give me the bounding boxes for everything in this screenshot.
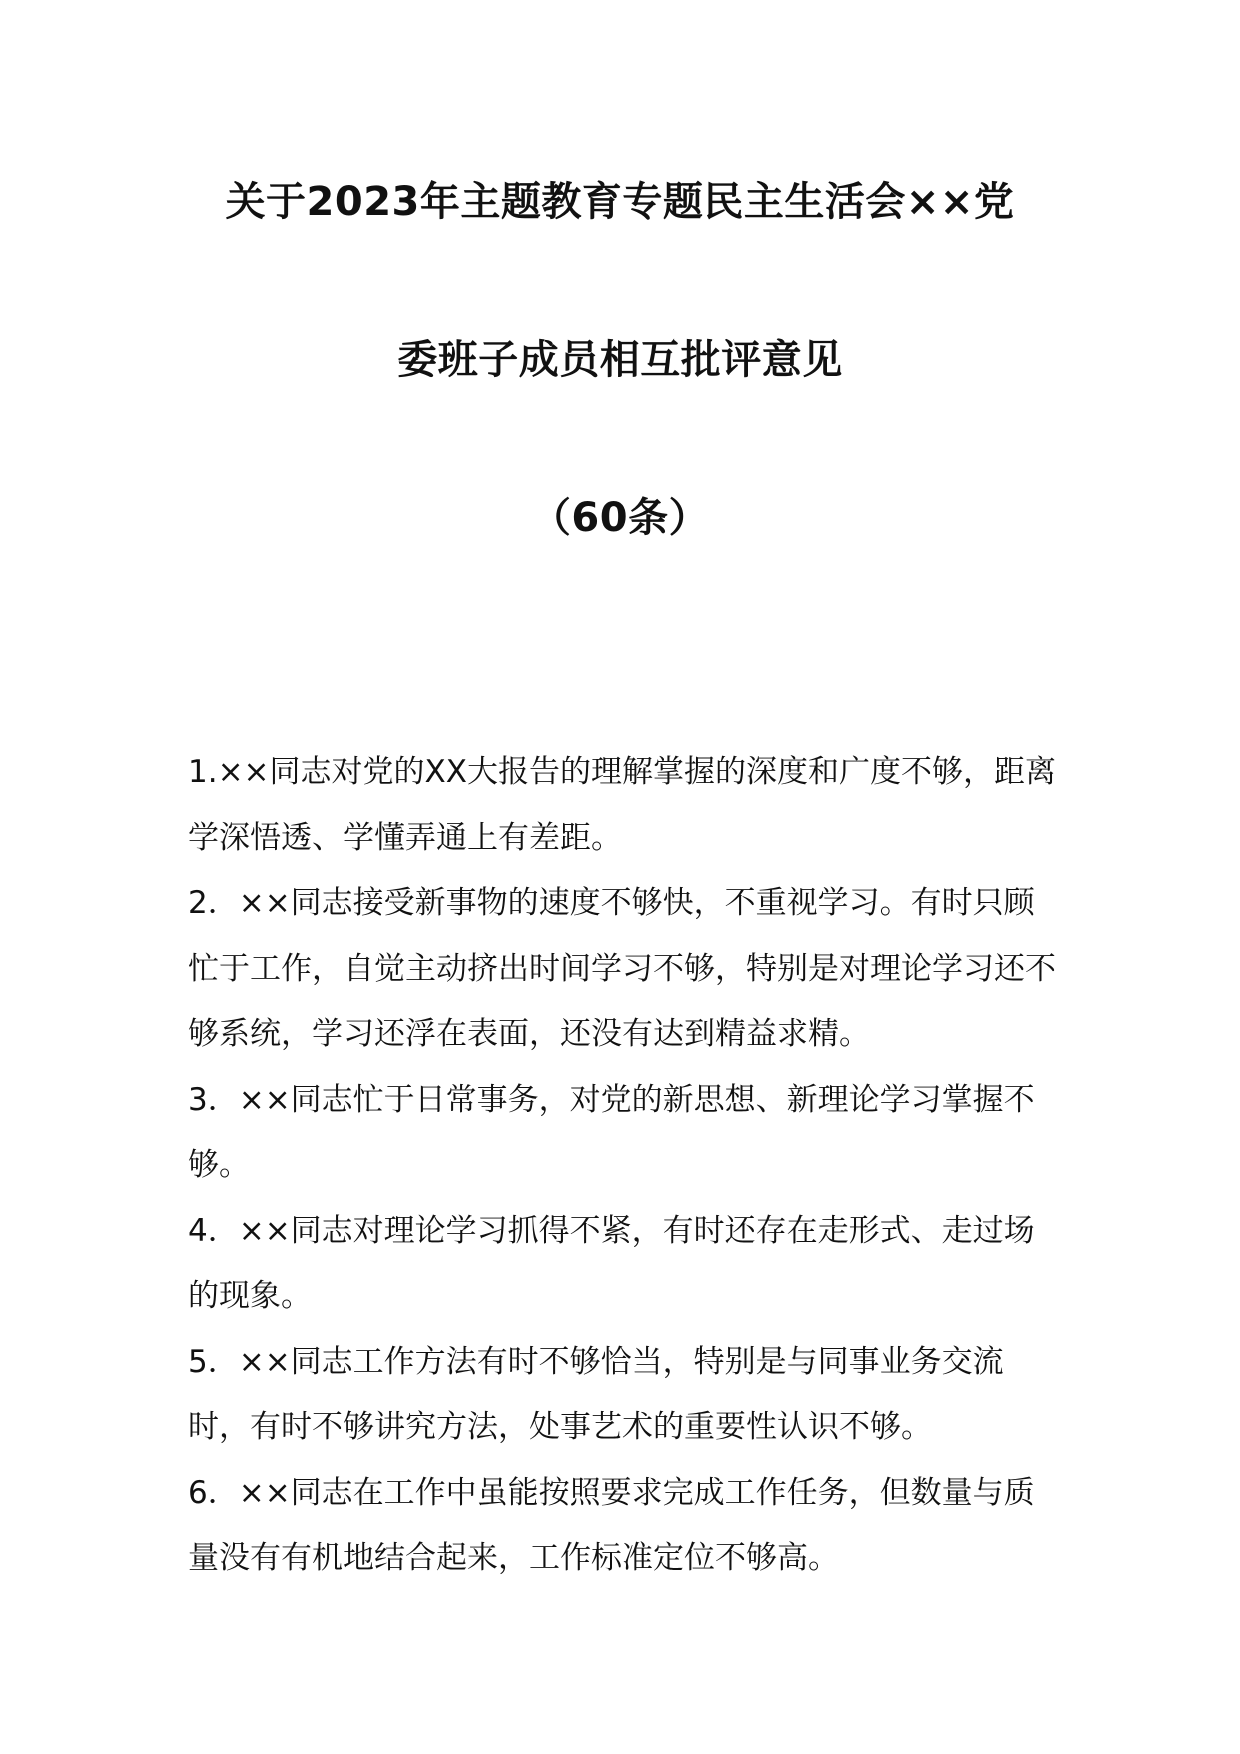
title-line-2: 委班子成员相互批评意见 (397, 337, 843, 383)
list-item: 1.××同志对党的XX大报告的理解掌握的深度和广度不够，距离学深悟透、学懂弄通上有差距。 (188, 754, 1056, 856)
document-body (188, 740, 1058, 1592)
title-line-3: （60条） (530, 495, 710, 541)
list-item: 5．××同志工作方法有时不够恰当，特别是与同事业务交流时，有时不够讲究方法，处事艺术的重要性认识不够。 (188, 1343, 1004, 1445)
list-item: 4．××同志对理论学习抓得不紧，有时还存在走形式、走过场的现象。 (188, 1212, 1035, 1314)
list-item: 6．××同志在工作中虽能按照要求完成工作任务，但数量与质量没有有机地结合起来，工作标准定位不够高。 (188, 1474, 1035, 1576)
list-item: 2．××同志接受新事物的速度不够快，不重视学习。有时只顾忙于工作，自觉主动挤出时间学习不够，特别是对理论学习还不够系统，学习还浮在表面，还没有达到精益求精。 (188, 885, 1056, 1052)
document-title (150, 178, 1090, 542)
list-item: 3．××同志忙于日常事务，对党的新思想、新理论学习掌握不够。 (188, 1081, 1035, 1183)
title-line-1: 关于2023年主题教育专题民主生活会××党 (225, 179, 1015, 225)
